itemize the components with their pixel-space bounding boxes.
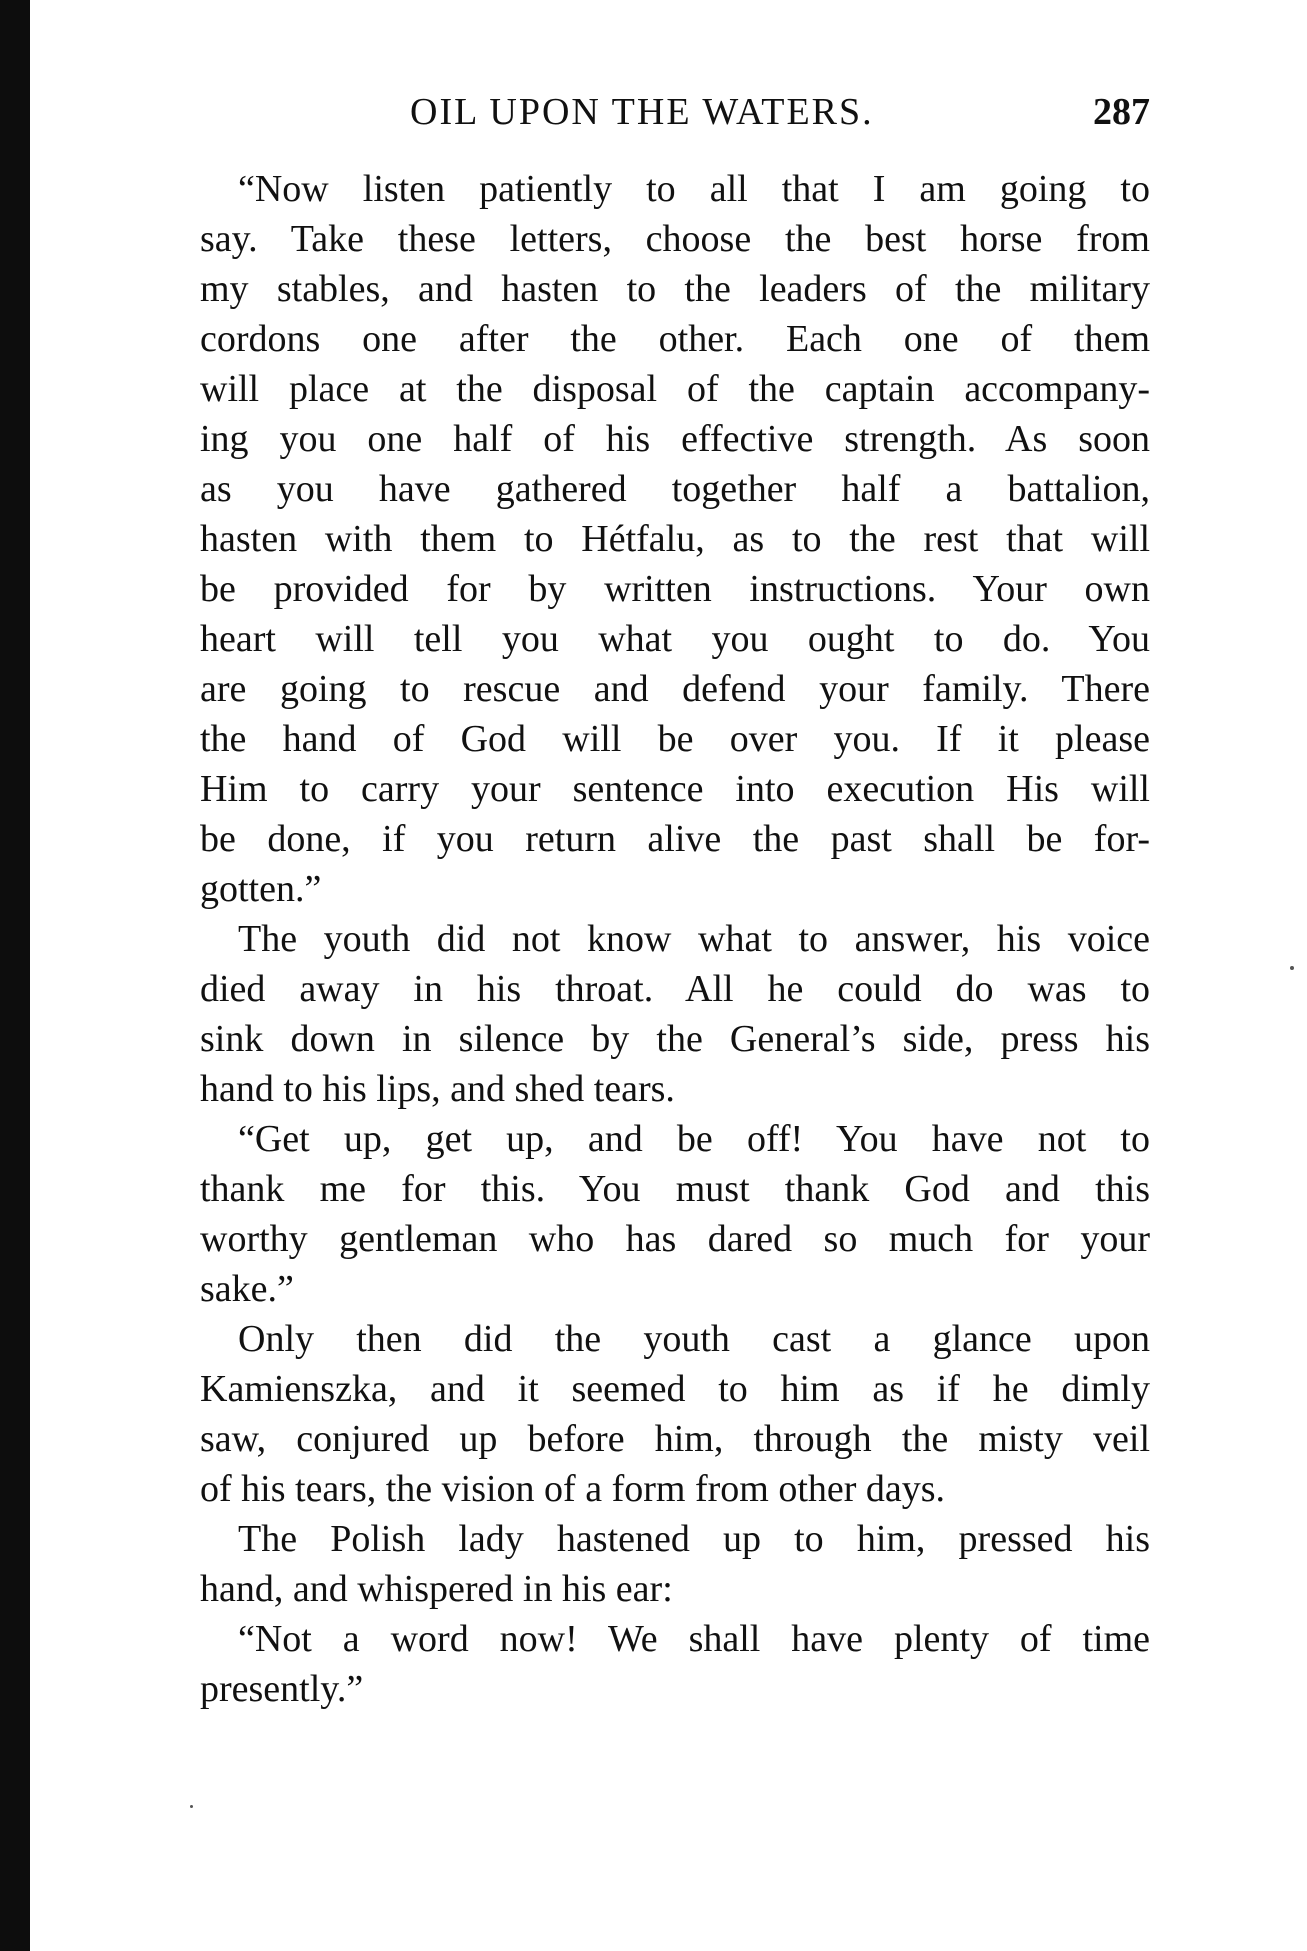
- text-line: hand to his lips, and shed tears.: [200, 1068, 675, 1110]
- text-line: as you have gathered together half a battalion,: [200, 468, 1150, 510]
- text-line: hasten with them to Hétfalu, as to the rest that will: [200, 518, 1150, 560]
- text-line: Him to carry your sentence into execution His will: [200, 768, 1150, 810]
- text-line: The youth did not know what to answer, his voice: [238, 918, 1150, 960]
- text-line: hand, and whispered in his ear:: [200, 1568, 673, 1610]
- running-header: [200, 90, 1150, 140]
- paragraph: [200, 1114, 1150, 1314]
- text-line: ing you one half of his effective strength. As soon: [200, 418, 1150, 460]
- text-line: heart will tell you what you ought to do. You: [200, 618, 1150, 660]
- paragraph: [200, 1514, 1150, 1614]
- running-title: OIL UPON THE WATERS.: [410, 91, 874, 133]
- text-line: worthy gentleman who has dared so much for your: [200, 1218, 1150, 1260]
- text-line: be provided for by written instructions. Your own: [200, 568, 1150, 610]
- text-line: be done, if you return alive the past shall be for-: [200, 818, 1150, 860]
- text-line: The Polish lady hastened up to him, pressed his: [238, 1518, 1150, 1560]
- text-line: Only then did the youth cast a glance upon: [238, 1318, 1150, 1360]
- page-number: 287: [1093, 91, 1150, 133]
- text-line: sake.”: [200, 1268, 294, 1310]
- text-line: say. Take these letters, choose the best horse from: [200, 218, 1150, 260]
- text-line: thank me for this. You must thank God and this: [200, 1168, 1150, 1210]
- paper-speck: [190, 1805, 193, 1808]
- paragraph: [200, 1314, 1150, 1514]
- paragraph: [200, 1614, 1150, 1714]
- text-line: the hand of God will be over you. If it please: [200, 718, 1150, 760]
- paper-speck: [1290, 966, 1294, 970]
- text-line: “Get up, get up, and be off! You have not to: [238, 1118, 1150, 1160]
- text-line: saw, conjured up before him, through the misty veil: [200, 1418, 1150, 1460]
- book-page: [200, 90, 1150, 1714]
- text-line: are going to rescue and defend your family. There: [200, 668, 1150, 710]
- text-line: “Not a word now! We shall have plenty of time: [238, 1618, 1150, 1660]
- text-line: will place at the disposal of the captain accompany-: [200, 368, 1150, 410]
- text-line: Kamienszka, and it seemed to him as if he dimly: [200, 1368, 1150, 1410]
- text-line: my stables, and hasten to the leaders of the military: [200, 268, 1150, 310]
- text-line: sink down in silence by the General’s side, press his: [200, 1018, 1150, 1060]
- text-line: of his tears, the vision of a form from other days.: [200, 1468, 946, 1510]
- text-line: died away in his throat. All he could do was to: [200, 968, 1150, 1010]
- text-line: presently.”: [200, 1668, 364, 1710]
- text-line: “Now listen patiently to all that I am going to: [238, 168, 1150, 210]
- page-binding-edge: [0, 0, 30, 1951]
- text-line: gotten.”: [200, 868, 322, 910]
- paragraph: [200, 914, 1150, 1114]
- text-line: cordons one after the other. Each one of them: [200, 318, 1150, 360]
- body-text: [200, 164, 1150, 1714]
- paragraph: [200, 164, 1150, 914]
